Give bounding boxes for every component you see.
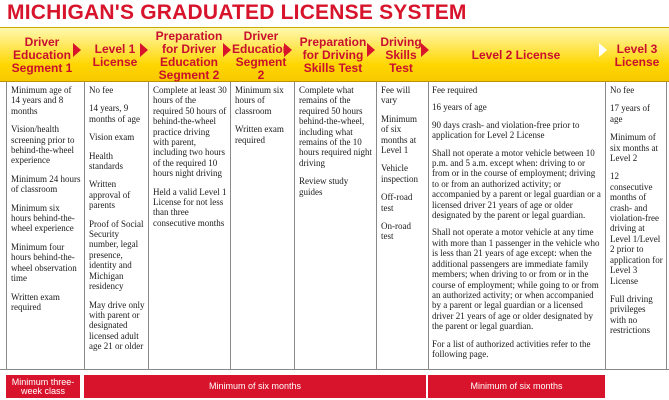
column-prep-segment-2 <box>148 82 230 370</box>
timeline-bar-six-months-level-2: Minimum of six months <box>428 375 605 398</box>
list-item: Minimum 24 hours of classroom <box>11 173 81 195</box>
column-prep-skills-test <box>294 82 376 370</box>
column-level-2-license <box>428 82 605 370</box>
list-item: Complete at least 30 hours of the required 50 hours of behind-the-wheel practice driving with parent, including two hours of the required 10 hours night driving <box>153 85 227 179</box>
list-item: On-road test <box>381 221 411 242</box>
list-item: Minimum six hours behind-the-wheel experience <box>11 202 75 234</box>
header-level-1-license: Level 1 License <box>92 41 138 69</box>
timeline-bar-six-months-level-1: Minimum of six months <box>84 375 426 398</box>
column-driver-ed-segment-1 <box>6 82 84 370</box>
list-item: Review study guides <box>299 176 349 197</box>
header-prep-segment-2: Preparation for Driver Education Segment 2 <box>155 28 223 82</box>
list-item: Shall not operate a motor vehicle at any time with more than 1 passenger in the vehicle who is less than 21 years of age except: when the additional passengers are immediate family members; when driving to or from or in the course of employment; while going to or from an authorized activity; or when accompanied by a parent or legal guardian or a licensed driver 21 years of age or older designated by the parent or legal guardian. <box>432 227 600 332</box>
list-item: Proof of Social Security number, legal presence, identity and Michigan residency <box>89 218 144 292</box>
list-item: Held a valid Level 1 License for not less than three consecutive months <box>153 186 227 228</box>
arrow-icon <box>599 43 607 57</box>
header-prep-skills-test: Preparation for Driving Skills Test <box>299 35 367 75</box>
header-level-3-license: Level 3 License <box>614 41 660 69</box>
list-item: 16 years of age <box>432 102 487 113</box>
list-item: 14 years, 9 months of age <box>89 103 140 124</box>
list-item: May drive only with parent or designated licensed adult age 21 or older <box>89 299 145 352</box>
list-item: Health standards <box>89 150 123 172</box>
timeline-bar-three-week: Minimum three-week class <box>6 375 80 398</box>
list-item: No fee <box>610 85 635 95</box>
list-item: Minimum four hours behind-the-wheel observation time <box>11 241 77 284</box>
list-item: Fee will vary <box>381 85 411 106</box>
arrow-icon <box>367 43 375 57</box>
list-item: Vision exam <box>89 132 135 143</box>
list-item: Vehicle inspection <box>381 163 418 184</box>
column-driver-ed-segment-2 <box>230 82 294 370</box>
list-item: No fee <box>89 85 114 95</box>
column-level-3-license <box>605 82 667 370</box>
list-item: Minimum of six months at Level 2 <box>610 132 659 164</box>
list-item: 17 years of age <box>610 103 650 124</box>
list-item: Fee required <box>432 85 478 95</box>
list-item: Minimum age of 14 years and 8 months <box>11 85 72 116</box>
arrow-icon <box>223 43 231 57</box>
list-item: Vision/health screening prior to behind-the-wheel experience <box>11 124 75 166</box>
list-item: Full driving privileges with no restrictions <box>610 293 653 336</box>
requirements-table <box>0 82 669 370</box>
column-driving-skills-test <box>376 82 428 370</box>
list-item: Minimum six hours of classroom <box>235 85 284 116</box>
arrow-icon <box>73 43 81 57</box>
list-item: Minimum of six months at Level 1 <box>381 113 418 156</box>
arrow-icon <box>421 43 429 57</box>
list-item: Written exam required <box>11 291 60 312</box>
stage-header-row <box>0 27 669 82</box>
list-item: Written exam required <box>235 124 284 145</box>
list-item: Off-road test <box>381 192 413 213</box>
arrow-icon <box>140 43 148 57</box>
column-level-1-license <box>84 82 148 370</box>
page-title: MICHIGAN'S GRADUATED LICENSE SYSTEM <box>7 1 467 24</box>
list-item: 12 consecutive months of crash- and violation-free driving at Level 1/Level 2 prior to application for Level 3 License <box>610 171 663 286</box>
header-driver-ed-segment-2: Driver Education Segment 2 <box>232 28 291 82</box>
header-driving-skills-test: Driving Skills Test <box>380 35 422 75</box>
list-item: Written approval of parents <box>89 179 131 211</box>
list-item: 90 days crash- and violation-free prior to application for Level 2 License <box>432 119 580 141</box>
header-level-2-license: Level 2 License <box>471 48 561 62</box>
list-item: Shall not operate a motor vehicle between 10 p.m. and 5 a.m. except when: driving to or from or in the course of employment; driving to or from an authorized activity; or accompanied by a parent or legal guardian or a licensed driver 21 years of age or older designated by the parent or legal guardian. <box>432 147 601 221</box>
list-item: Complete what remains of the required 50 hours behind-the-wheel, including what remains of the 10 hours required night driving <box>299 85 372 168</box>
arrow-icon <box>284 43 292 57</box>
header-driver-ed-segment-1: Driver Education Segment 1 <box>11 35 73 75</box>
list-item: For a list of authorized activities refer to the following page. <box>432 338 591 359</box>
